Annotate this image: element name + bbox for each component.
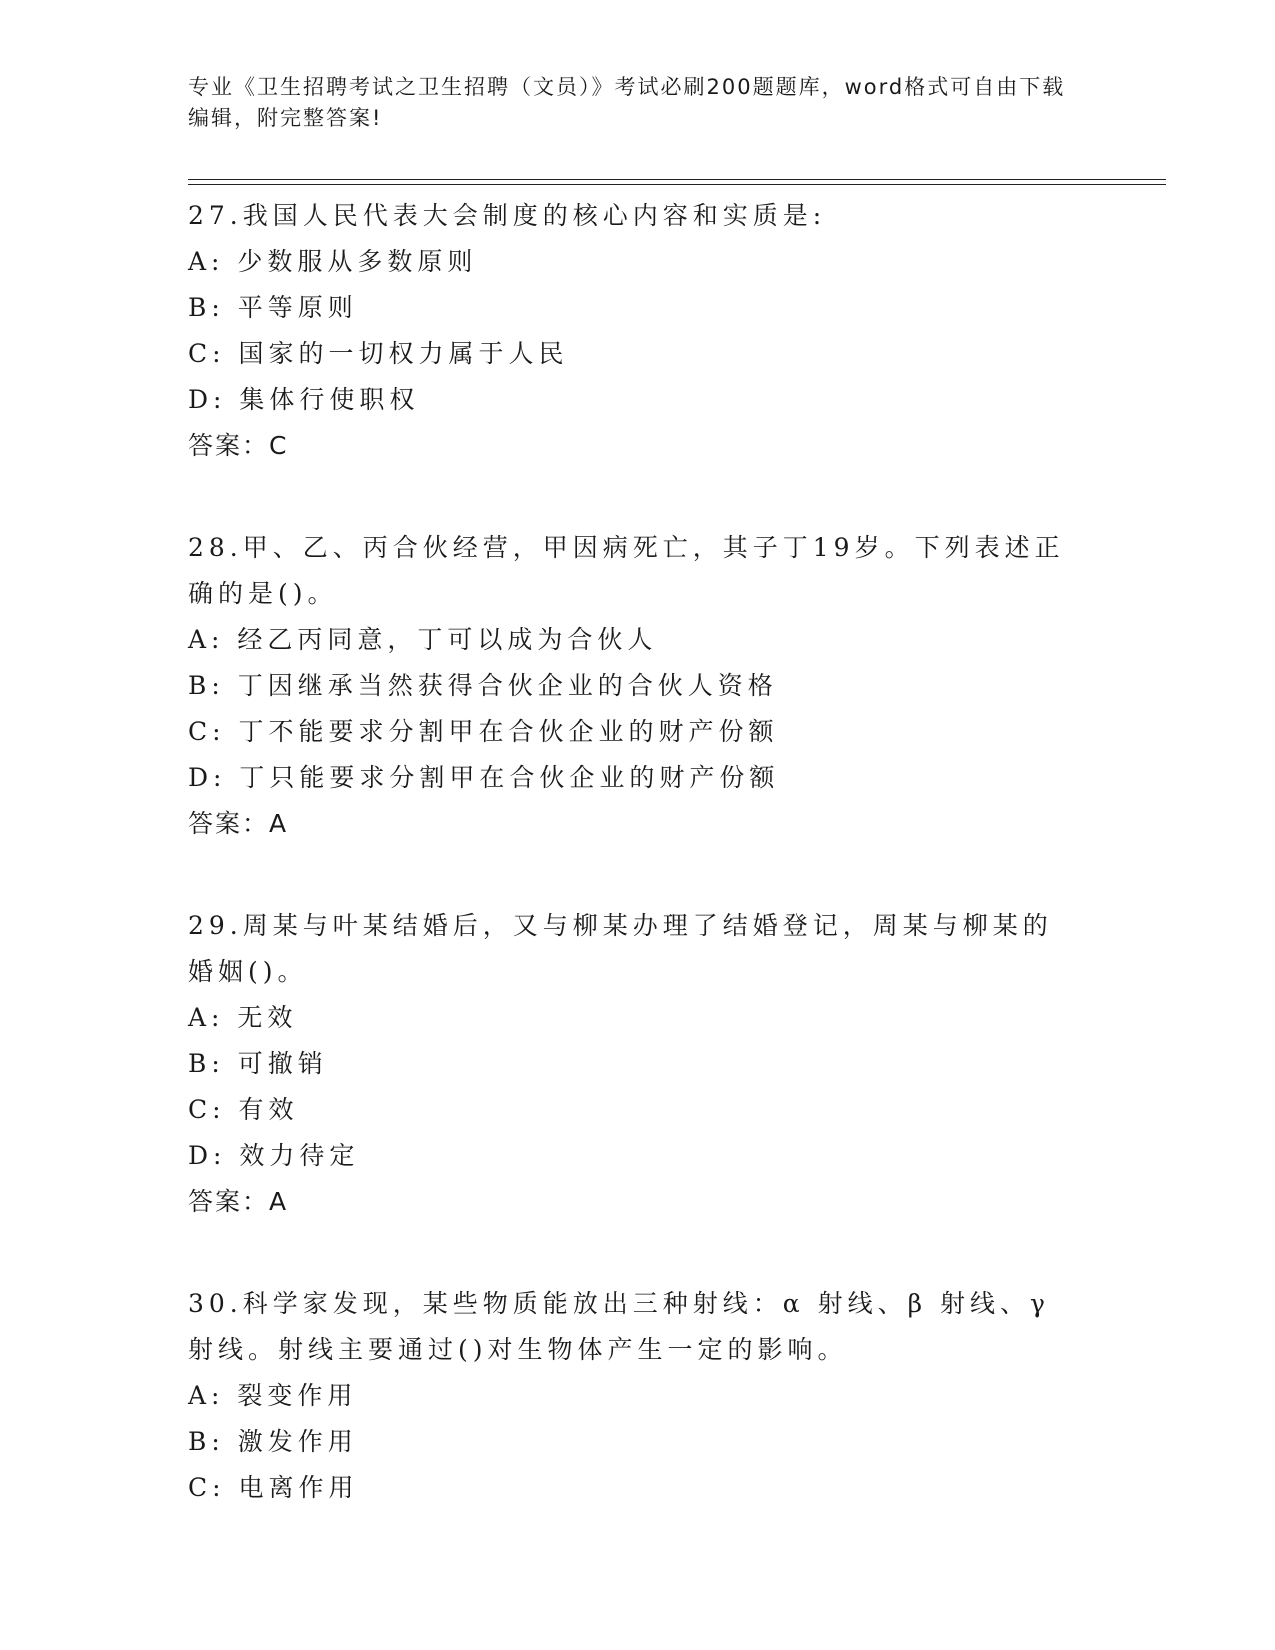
- option-c: C: 丁不能要求分割甲在合伙企业的财产份额: [188, 717, 779, 746]
- option-d: D: 丁只能要求分割甲在合伙企业的财产份额: [188, 763, 780, 792]
- option-a: A: 裂变作用: [188, 1381, 358, 1410]
- question-29: [188, 903, 1068, 1225]
- question-stem: 30.科学家发现，某些物质能放出三种射线：α 射线、β 射线、γ 射线。射线主要通过()对生物体产生一定的影响。: [188, 1289, 1050, 1364]
- question-stem: 27.我国人民代表大会制度的核心内容和实质是:: [188, 201, 827, 230]
- answer: 答案：A: [188, 809, 289, 838]
- option-b: B: 激发作用: [188, 1427, 358, 1456]
- question-27: [188, 193, 1068, 469]
- question-stem: 28.甲、乙、丙合伙经营，甲因病死亡，其子丁19岁。下列表述正确的是()。: [188, 533, 1065, 608]
- option-c: C: 电离作用: [188, 1473, 359, 1502]
- header-divider-top: [188, 179, 1166, 180]
- answer: 答案：C: [188, 431, 289, 460]
- question-list: [188, 193, 1068, 1567]
- option-c: C: 有效: [188, 1095, 299, 1124]
- header-divider-bottom: [188, 184, 1166, 185]
- option-b: B: 丁因继承当然获得合伙企业的合伙人资格: [188, 671, 778, 700]
- option-b: B: 平等原则: [188, 293, 358, 322]
- option-a: A: 无效: [188, 1003, 298, 1032]
- document-header: 专业《卫生招聘考试之卫生招聘（文员）》考试必刷200题题库，word格式可自由下载编辑，附完整答案!: [188, 75, 1066, 130]
- option-a: A: 少数服从多数原则: [188, 247, 478, 276]
- option-b: B: 可撤销: [188, 1049, 328, 1078]
- option-d: D: 效力待定: [188, 1141, 360, 1170]
- answer: 答案：A: [188, 1187, 289, 1216]
- option-d: D: 集体行使职权: [188, 385, 420, 414]
- option-c: C: 国家的一切权力属于人民: [188, 339, 569, 368]
- question-28: [188, 525, 1068, 847]
- question-stem: 29.周某与叶某结婚后，又与柳某办理了结婚登记，周某与柳某的婚姻()。: [188, 911, 1053, 986]
- question-30: [188, 1281, 1068, 1511]
- option-a: A: 经乙丙同意，丁可以成为合伙人: [188, 625, 658, 654]
